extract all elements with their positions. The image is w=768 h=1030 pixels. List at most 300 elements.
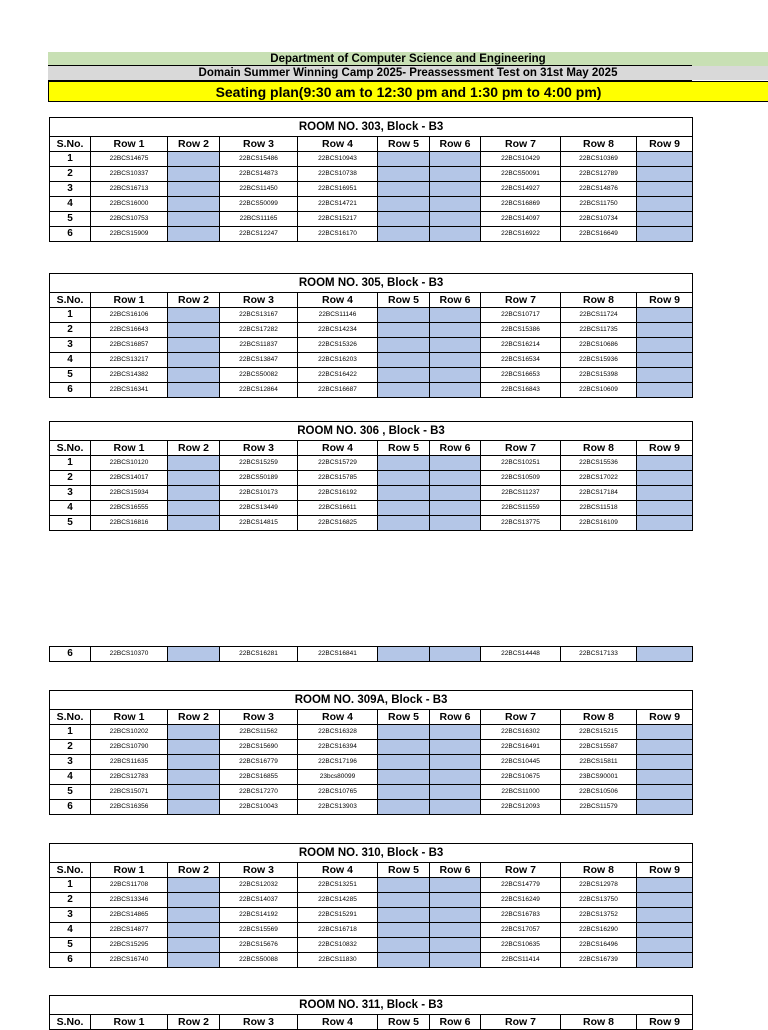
roll-number-cell: 22BCS15215 (561, 725, 637, 740)
empty-seat-cell (430, 740, 481, 755)
roll-number-cell: 22BCS16214 (481, 338, 561, 353)
empty-seat-cell (430, 471, 481, 486)
empty-seat-cell (430, 647, 481, 662)
empty-seat-cell (637, 368, 693, 383)
empty-seat-cell (430, 368, 481, 383)
serial-number-cell: 3 (50, 338, 91, 353)
serial-number-cell: 6 (50, 953, 91, 968)
column-header: Row 4 (298, 137, 378, 152)
column-header-row (50, 441, 693, 456)
column-header: Row 2 (168, 441, 220, 456)
empty-seat-cell (378, 197, 430, 212)
department-title: Department of Computer Science and Engineering (270, 53, 546, 65)
serial-number-cell: 6 (50, 227, 91, 242)
column-header: Row 6 (430, 137, 481, 152)
seat-row (50, 197, 693, 212)
roll-number-cell: 22BCS17196 (298, 755, 378, 770)
roll-number-cell: 22BCS16951 (298, 182, 378, 197)
empty-seat-cell (430, 323, 481, 338)
roll-number-cell: 22BCS15690 (220, 740, 298, 755)
empty-seat-cell (168, 923, 220, 938)
empty-seat-cell (168, 908, 220, 923)
room-table (49, 995, 693, 1030)
roll-number-cell: 22BCS14037 (220, 893, 298, 908)
roll-number-cell: 22BCS16857 (91, 338, 168, 353)
room-table (49, 421, 693, 531)
empty-seat-cell (637, 471, 693, 486)
serial-number-cell: 3 (50, 182, 91, 197)
roll-number-cell: 22BCS14927 (481, 182, 561, 197)
empty-seat-cell (378, 368, 430, 383)
column-header: Row 6 (430, 710, 481, 725)
roll-number-cell: 22BCS12864 (220, 383, 298, 398)
empty-seat-cell (168, 953, 220, 968)
roll-number-cell: 22BCS16841 (298, 647, 378, 662)
serial-number-cell: 3 (50, 908, 91, 923)
column-header-row (50, 137, 693, 152)
roll-number-cell: 22BCS11837 (220, 338, 298, 353)
roll-number-cell: 22BCS10832 (298, 938, 378, 953)
empty-seat-cell (168, 197, 220, 212)
empty-seat-cell (168, 456, 220, 471)
column-header: Row 2 (168, 137, 220, 152)
column-header: Row 1 (91, 710, 168, 725)
empty-seat-cell (430, 308, 481, 323)
empty-seat-cell (168, 182, 220, 197)
serial-number-cell: 5 (50, 938, 91, 953)
roll-number-cell: 22BCS14675 (91, 152, 168, 167)
column-header: Row 7 (481, 863, 561, 878)
empty-seat-cell (378, 923, 430, 938)
column-header: Row 5 (378, 137, 430, 152)
roll-number-cell: 22BCS15295 (91, 938, 168, 953)
empty-seat-cell (168, 725, 220, 740)
roll-number-cell: 22BCS10043 (220, 800, 298, 815)
roll-number-cell: 22BCS16534 (481, 353, 561, 368)
column-header-row (50, 1015, 693, 1030)
roll-number-cell: 22BCS10509 (481, 471, 561, 486)
empty-seat-cell (168, 368, 220, 383)
roll-number-cell: 22BCS15386 (481, 323, 561, 338)
seating-plan-title: Seating plan(9:30 am to 12:30 pm and 1:30 pm to 4:00 pm) (215, 84, 602, 100)
empty-seat-cell (637, 308, 693, 323)
room-table (49, 843, 693, 968)
roll-number-cell: 22BCS50091 (481, 167, 561, 182)
empty-seat-cell (168, 740, 220, 755)
roll-number-cell: 22BCS11165 (220, 212, 298, 227)
column-header: Row 4 (298, 710, 378, 725)
empty-seat-cell (430, 516, 481, 531)
roll-number-cell: 22BCS16779 (220, 755, 298, 770)
empty-seat-cell (637, 953, 693, 968)
empty-seat-cell (637, 923, 693, 938)
column-header: Row 6 (430, 863, 481, 878)
roll-number-cell: 22BCS16855 (220, 770, 298, 785)
roll-number-cell: 22BCS50189 (220, 471, 298, 486)
serial-number-cell: 2 (50, 471, 91, 486)
empty-seat-cell (168, 878, 220, 893)
roll-number-cell: 22BCS15587 (561, 740, 637, 755)
empty-seat-cell (637, 938, 693, 953)
seat-row (50, 338, 693, 353)
column-header: Row 8 (561, 137, 637, 152)
roll-number-cell: 22BCS16739 (561, 953, 637, 968)
empty-seat-cell (637, 501, 693, 516)
empty-seat-cell (168, 338, 220, 353)
serial-number-cell: 1 (50, 152, 91, 167)
roll-number-cell: 22BCS10370 (91, 647, 168, 662)
empty-seat-cell (378, 938, 430, 953)
empty-seat-cell (168, 308, 220, 323)
column-header: Row 9 (637, 1015, 693, 1030)
empty-seat-cell (378, 182, 430, 197)
empty-seat-cell (430, 383, 481, 398)
column-header: Row 7 (481, 1015, 561, 1030)
empty-seat-cell (168, 167, 220, 182)
empty-seat-cell (378, 456, 430, 471)
seat-row (50, 323, 693, 338)
empty-seat-cell (430, 800, 481, 815)
empty-seat-cell (168, 893, 220, 908)
seat-row (50, 740, 693, 755)
column-header: Row 1 (91, 137, 168, 152)
empty-seat-cell (168, 501, 220, 516)
roll-number-cell: 22BCS17133 (561, 647, 637, 662)
roll-number-cell: 22BCS10734 (561, 212, 637, 227)
seat-row (50, 383, 693, 398)
empty-seat-cell (168, 770, 220, 785)
column-header-row (50, 710, 693, 725)
empty-seat-cell (168, 755, 220, 770)
roll-number-cell: 22BCS16249 (481, 893, 561, 908)
roll-number-cell: 22BCS16740 (91, 953, 168, 968)
roll-number-cell: 22BCS16555 (91, 501, 168, 516)
roll-number-cell: 22BCS11450 (220, 182, 298, 197)
serial-number-cell: 6 (50, 383, 91, 398)
roll-number-cell: 22BCS16422 (298, 368, 378, 383)
column-header: Row 7 (481, 293, 561, 308)
empty-seat-cell (168, 938, 220, 953)
header-rule-top (48, 65, 692, 66)
roll-number-cell: 22BCS14876 (561, 182, 637, 197)
column-header: S.No. (50, 710, 91, 725)
roll-number-cell: 22BCS13449 (220, 501, 298, 516)
empty-seat-cell (637, 323, 693, 338)
roll-number-cell: 22BCS16869 (481, 197, 561, 212)
roll-number-cell: 22BCS16341 (91, 383, 168, 398)
empty-seat-cell (637, 167, 693, 182)
roll-number-cell: 22BCS10251 (481, 456, 561, 471)
room-table (49, 117, 693, 242)
empty-seat-cell (168, 486, 220, 501)
roll-number-cell: 22BCS13167 (220, 308, 298, 323)
serial-number-cell: 6 (50, 647, 91, 662)
department-title-band (48, 52, 768, 66)
column-header: Row 3 (220, 1015, 298, 1030)
roll-number-cell: 22BCS15536 (561, 456, 637, 471)
serial-number-cell: 4 (50, 353, 91, 368)
roll-number-cell: 22BCS14448 (481, 647, 561, 662)
empty-seat-cell (378, 323, 430, 338)
roll-number-cell: 22BCS11635 (91, 755, 168, 770)
column-header: Row 2 (168, 863, 220, 878)
roll-number-cell: 22BCS15936 (561, 353, 637, 368)
roll-number-cell: 22BCS11750 (561, 197, 637, 212)
seat-row (50, 953, 693, 968)
room-title: ROOM NO. 303, Block - B3 (50, 118, 693, 137)
seat-row (50, 368, 693, 383)
serial-number-cell: 5 (50, 785, 91, 800)
empty-seat-cell (637, 383, 693, 398)
empty-seat-cell (637, 227, 693, 242)
empty-seat-cell (637, 152, 693, 167)
column-header: Row 1 (91, 293, 168, 308)
roll-number-cell: 22BCS15071 (91, 785, 168, 800)
roll-number-cell: 22BCS16356 (91, 800, 168, 815)
empty-seat-cell (378, 893, 430, 908)
roll-number-cell: 22BCS10790 (91, 740, 168, 755)
empty-seat-cell (637, 908, 693, 923)
empty-seat-cell (168, 800, 220, 815)
empty-seat-cell (378, 486, 430, 501)
column-header: Row 4 (298, 1015, 378, 1030)
column-header: Row 9 (637, 710, 693, 725)
column-header: Row 7 (481, 441, 561, 456)
column-header: Row 9 (637, 441, 693, 456)
roll-number-cell: 22BCS13750 (561, 893, 637, 908)
empty-seat-cell (378, 383, 430, 398)
empty-seat-cell (378, 770, 430, 785)
roll-number-cell: 22BCS16496 (561, 938, 637, 953)
empty-seat-cell (378, 516, 430, 531)
empty-seat-cell (430, 893, 481, 908)
roll-number-cell: 22BCS16109 (561, 516, 637, 531)
serial-number-cell: 6 (50, 800, 91, 815)
roll-number-cell: 22BCS16816 (91, 516, 168, 531)
column-header: Row 2 (168, 710, 220, 725)
roll-number-cell: 22BCS15217 (298, 212, 378, 227)
roll-number-cell: 22BCS17282 (220, 323, 298, 338)
roll-number-cell: 22BCS11735 (561, 323, 637, 338)
empty-seat-cell (378, 908, 430, 923)
column-header: Row 7 (481, 137, 561, 152)
roll-number-cell: 22BCS16649 (561, 227, 637, 242)
empty-seat-cell (637, 878, 693, 893)
empty-seat-cell (430, 456, 481, 471)
roll-number-cell: 22BCS10686 (561, 338, 637, 353)
roll-number-cell: 22BCS16281 (220, 647, 298, 662)
roll-number-cell: 22BCS15569 (220, 923, 298, 938)
serial-number-cell: 1 (50, 456, 91, 471)
column-header: Row 4 (298, 863, 378, 878)
roll-number-cell: 22BCS15398 (561, 368, 637, 383)
roll-number-cell: 22BCS12247 (220, 227, 298, 242)
empty-seat-cell (168, 383, 220, 398)
empty-seat-cell (168, 152, 220, 167)
empty-seat-cell (430, 770, 481, 785)
column-header: Row 5 (378, 710, 430, 725)
seat-row (50, 182, 693, 197)
column-header: Row 8 (561, 293, 637, 308)
empty-seat-cell (637, 800, 693, 815)
serial-number-cell: 1 (50, 725, 91, 740)
empty-seat-cell (168, 647, 220, 662)
serial-number-cell: 3 (50, 755, 91, 770)
roll-number-cell: 22BCS11414 (481, 953, 561, 968)
empty-seat-cell (637, 647, 693, 662)
empty-seat-cell (378, 227, 430, 242)
column-header: Row 6 (430, 1015, 481, 1030)
column-header: Row 8 (561, 1015, 637, 1030)
empty-seat-cell (378, 647, 430, 662)
roll-number-cell: 22BCS50088 (220, 953, 298, 968)
empty-seat-cell (430, 501, 481, 516)
column-header: Row 7 (481, 710, 561, 725)
roll-number-cell: 22BCS16653 (481, 368, 561, 383)
roll-number-cell: 22BCS16170 (298, 227, 378, 242)
empty-seat-cell (430, 785, 481, 800)
roll-number-cell: 22BCS16302 (481, 725, 561, 740)
seat-row (50, 800, 693, 815)
seat-row (50, 353, 693, 368)
seat-row (50, 212, 693, 227)
empty-seat-cell (378, 353, 430, 368)
empty-seat-cell (637, 725, 693, 740)
empty-seat-cell (378, 878, 430, 893)
roll-number-cell: 22BCS14721 (298, 197, 378, 212)
empty-seat-cell (637, 182, 693, 197)
empty-seat-cell (637, 486, 693, 501)
serial-number-cell: 2 (50, 740, 91, 755)
roll-number-cell: 23bcs80099 (298, 770, 378, 785)
column-header: Row 5 (378, 441, 430, 456)
roll-number-cell: 22BCS12032 (220, 878, 298, 893)
seat-row (50, 908, 693, 923)
roll-number-cell: 22BCS10943 (298, 152, 378, 167)
column-header-row (50, 293, 693, 308)
roll-number-cell: 22BCS16922 (481, 227, 561, 242)
roll-number-cell: 22BCS16000 (91, 197, 168, 212)
empty-seat-cell (378, 501, 430, 516)
roll-number-cell: 22BCS14192 (220, 908, 298, 923)
empty-seat-cell (637, 338, 693, 353)
roll-number-cell: 22BCS10202 (91, 725, 168, 740)
column-header: S.No. (50, 863, 91, 878)
empty-seat-cell (378, 212, 430, 227)
column-header: Row 3 (220, 137, 298, 152)
seat-row (50, 308, 693, 323)
column-header: S.No. (50, 1015, 91, 1030)
serial-number-cell: 2 (50, 323, 91, 338)
room-table (49, 690, 693, 815)
column-header: Row 9 (637, 863, 693, 878)
column-header: Row 3 (220, 441, 298, 456)
seat-row (50, 471, 693, 486)
roll-number-cell: 22BCS17270 (220, 785, 298, 800)
roll-number-cell: 22BCS14877 (91, 923, 168, 938)
serial-number-cell: 4 (50, 501, 91, 516)
serial-number-cell: 1 (50, 878, 91, 893)
empty-seat-cell (168, 323, 220, 338)
empty-seat-cell (378, 740, 430, 755)
roll-number-cell: 22BCS10675 (481, 770, 561, 785)
roll-number-cell: 22BCS13217 (91, 353, 168, 368)
roll-number-cell: 22BCS16203 (298, 353, 378, 368)
serial-number-cell: 3 (50, 486, 91, 501)
empty-seat-cell (430, 953, 481, 968)
room-title: ROOM NO. 310, Block - B3 (50, 844, 693, 863)
seat-row (50, 893, 693, 908)
roll-number-cell: 22BCS16290 (561, 923, 637, 938)
seating-plan-band (48, 81, 768, 102)
seat-row (50, 755, 693, 770)
room-title: ROOM NO. 311, Block - B3 (50, 996, 693, 1015)
column-header: Row 6 (430, 441, 481, 456)
roll-number-cell: 22BCS50082 (220, 368, 298, 383)
roll-number-cell: 22BCS13346 (91, 893, 168, 908)
roll-number-cell: 22BCS16718 (298, 923, 378, 938)
column-header: Row 2 (168, 293, 220, 308)
empty-seat-cell (430, 353, 481, 368)
roll-number-cell: 22BCS10445 (481, 755, 561, 770)
seat-row (50, 878, 693, 893)
roll-number-cell: 22BCS14873 (220, 167, 298, 182)
column-header: Row 9 (637, 137, 693, 152)
empty-seat-cell (430, 197, 481, 212)
column-header: Row 1 (91, 1015, 168, 1030)
header-rule-bottom (48, 80, 692, 81)
empty-seat-cell (378, 953, 430, 968)
roll-number-cell: 22BCS16328 (298, 725, 378, 740)
empty-seat-cell (378, 152, 430, 167)
roll-number-cell: 22BCS15259 (220, 456, 298, 471)
roll-number-cell: 22BCS11830 (298, 953, 378, 968)
roll-number-cell: 22BCS15326 (298, 338, 378, 353)
roll-number-cell: 22BCS15676 (220, 938, 298, 953)
roll-number-cell: 22BCS13251 (298, 878, 378, 893)
empty-seat-cell (637, 785, 693, 800)
empty-seat-cell (378, 308, 430, 323)
empty-seat-cell (430, 755, 481, 770)
empty-seat-cell (430, 182, 481, 197)
roll-number-cell: 22BCS15785 (298, 471, 378, 486)
test-title: Domain Summer Winning Camp 2025- Preassessment Test on 31st May 2025 (198, 67, 618, 79)
test-title-band (48, 66, 768, 80)
serial-number-cell: 5 (50, 516, 91, 531)
roll-number-cell: 22BCS16394 (298, 740, 378, 755)
roll-number-cell: 22BCS12789 (561, 167, 637, 182)
roll-number-cell: 22BCS15486 (220, 152, 298, 167)
seat-row (50, 938, 693, 953)
empty-seat-cell (430, 908, 481, 923)
seat-row (50, 501, 693, 516)
empty-seat-cell (637, 893, 693, 908)
roll-number-cell: 22BCS12093 (481, 800, 561, 815)
serial-number-cell: 5 (50, 368, 91, 383)
seat-row (50, 647, 693, 662)
roll-number-cell: 22BCS10337 (91, 167, 168, 182)
room-table-continued (49, 646, 693, 662)
room-title-row (50, 274, 693, 293)
serial-number-cell: 4 (50, 923, 91, 938)
roll-number-cell: 22BCS50099 (220, 197, 298, 212)
roll-number-cell: 22BCS16783 (481, 908, 561, 923)
serial-number-cell: 5 (50, 212, 91, 227)
roll-number-cell: 22BCS12978 (561, 878, 637, 893)
roll-number-cell: 22BCS10120 (91, 456, 168, 471)
roll-number-cell: 22BCS11724 (561, 308, 637, 323)
roll-number-cell: 22BCS17184 (561, 486, 637, 501)
